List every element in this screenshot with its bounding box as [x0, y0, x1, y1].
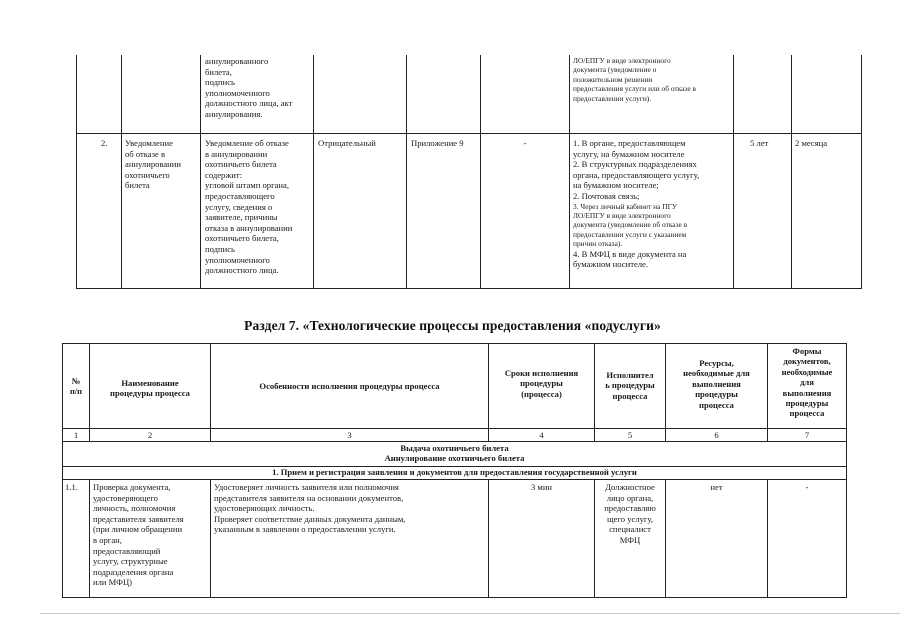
process-table-bottom-border — [62, 597, 847, 598]
process-table-header-divider — [62, 428, 847, 429]
procedure-executor: Должностное лицо органа, предоставляю щего услугу, специалист МФЦ — [604, 482, 656, 545]
process-table-col-line — [488, 479, 489, 598]
result-sample: - — [523, 138, 527, 148]
scan-artifact-line — [40, 613, 900, 614]
group-title: Выдача охотничьего билета Аннулирование охотничьего билета — [384, 443, 525, 464]
header-number: № п/п — [69, 376, 83, 397]
header-procedure-name: Наименование процедуры процесса — [110, 378, 190, 399]
delivery-method-continuation: ЛО/ЕПГУ в виде электронного документа (уведомление о положительном решении предоставления услуги или об отказе в предоставлении услуги). — [573, 56, 696, 103]
document-requirements: Уведомление об отказе в аннулировании охотничьего билета содержит: угловой штамп органа, предоставляющего услугу, сведения о заявителе, причины отказа в аннулировании охотничьего билета, подпись уполномоченного должностного лица. — [205, 138, 293, 276]
storage-term-organ: 5 лет — [750, 138, 769, 148]
document-name: Уведомление об отказе в аннулировании охотничьего билета — [125, 138, 181, 191]
column-number: 7 — [804, 430, 810, 440]
header-features: Особенности исполнения процедуры процесса — [259, 381, 440, 391]
procedure-name: Проверка документа, удостоверяющего личность, полномочия представителя заявителя (при личном обращении в орган, предоставляющий услугу, структурные подразделения органа или МФЦ) — [93, 482, 184, 588]
column-number: 1 — [73, 430, 79, 440]
procedure-term: 3 мин — [530, 482, 553, 492]
column-number: 6 — [714, 430, 719, 440]
section-title: Раздел 7. «Технологические процессы предоставления «подуслуги» — [244, 318, 661, 333]
top-table-col-line — [861, 55, 862, 289]
process-table-col-line — [89, 343, 90, 442]
header-executor: Исполнител ь процедуры процесса — [605, 370, 655, 401]
process-table-col-line — [665, 479, 666, 598]
procedure-features: Удостоверяет личность заявителя или полномочия представителя заявителя на основании документов, удостоверяющих личность. Проверяет соответствие данных документа данным, указанным в заявлении о предоставлении услуги. — [214, 482, 406, 535]
delivery-methods: 1. В органе, предоставляющем услугу, на бумажном носителе 2. В структурных подразделениях органа, предоставляющего услугу, на бумажном носителе; 2. Почтовая связь; 3. Через личный кабинет на ПГУ ЛО/ЕПГУ в виде электронного документа (уведомление об отказе в предоставлении услуги с указанием причин отказа). 4. В МФЦ в виде документа на бумажном носителе. — [573, 138, 700, 270]
process-table-top-border — [62, 343, 847, 344]
top-table-col-line — [569, 55, 570, 289]
result-character: Отрицательный — [318, 138, 376, 148]
process-table-col-line — [89, 479, 90, 598]
result-form: Приложение 9 — [411, 138, 464, 148]
top-table-col-line — [733, 55, 734, 289]
row-number: 2. — [101, 138, 108, 148]
process-table-subsection-divider — [62, 479, 847, 480]
process-table-col-line — [846, 343, 847, 598]
top-table-col-line — [76, 55, 77, 289]
header-document-forms: Формы документов, необходимые для выполнения процедуры процесса — [781, 346, 833, 419]
column-number: 3 — [347, 430, 352, 440]
column-number: 5 — [627, 430, 633, 440]
process-table-col-line — [210, 479, 211, 598]
header-terms: Сроки исполнения процедуры (процесса) — [504, 368, 579, 399]
process-table-col-line — [210, 343, 211, 442]
top-table-col-line — [480, 55, 481, 289]
top-table-col-line — [121, 55, 122, 289]
process-table-numbers-divider — [62, 441, 847, 442]
subsection-title: 1. Прием и регистрация заявления и документов для предоставления государственной услуги — [272, 467, 637, 477]
top-table-col-line — [406, 55, 407, 289]
storage-term-mfc: 2 месяца — [795, 138, 828, 148]
header-resources: Ресурсы, необходимые для выполнения процедуры процесса — [683, 358, 750, 410]
procedure-forms: - — [805, 482, 809, 492]
top-table-col-line — [200, 55, 201, 289]
column-number: 2 — [147, 430, 153, 440]
procedure-resources: нет — [710, 482, 723, 492]
column-number: 4 — [539, 430, 544, 440]
top-table-row-divider — [76, 133, 862, 134]
process-table-col-line — [767, 479, 768, 598]
top-table-col-line — [791, 55, 792, 289]
doc-text-continuation: аннулированного билета, подпись уполномоченного должностного лица, акт аннулирования. — [205, 56, 293, 119]
top-table-bottom-border — [76, 288, 862, 289]
top-table-col-line — [313, 55, 314, 289]
row-number: 1.1. — [65, 482, 78, 492]
